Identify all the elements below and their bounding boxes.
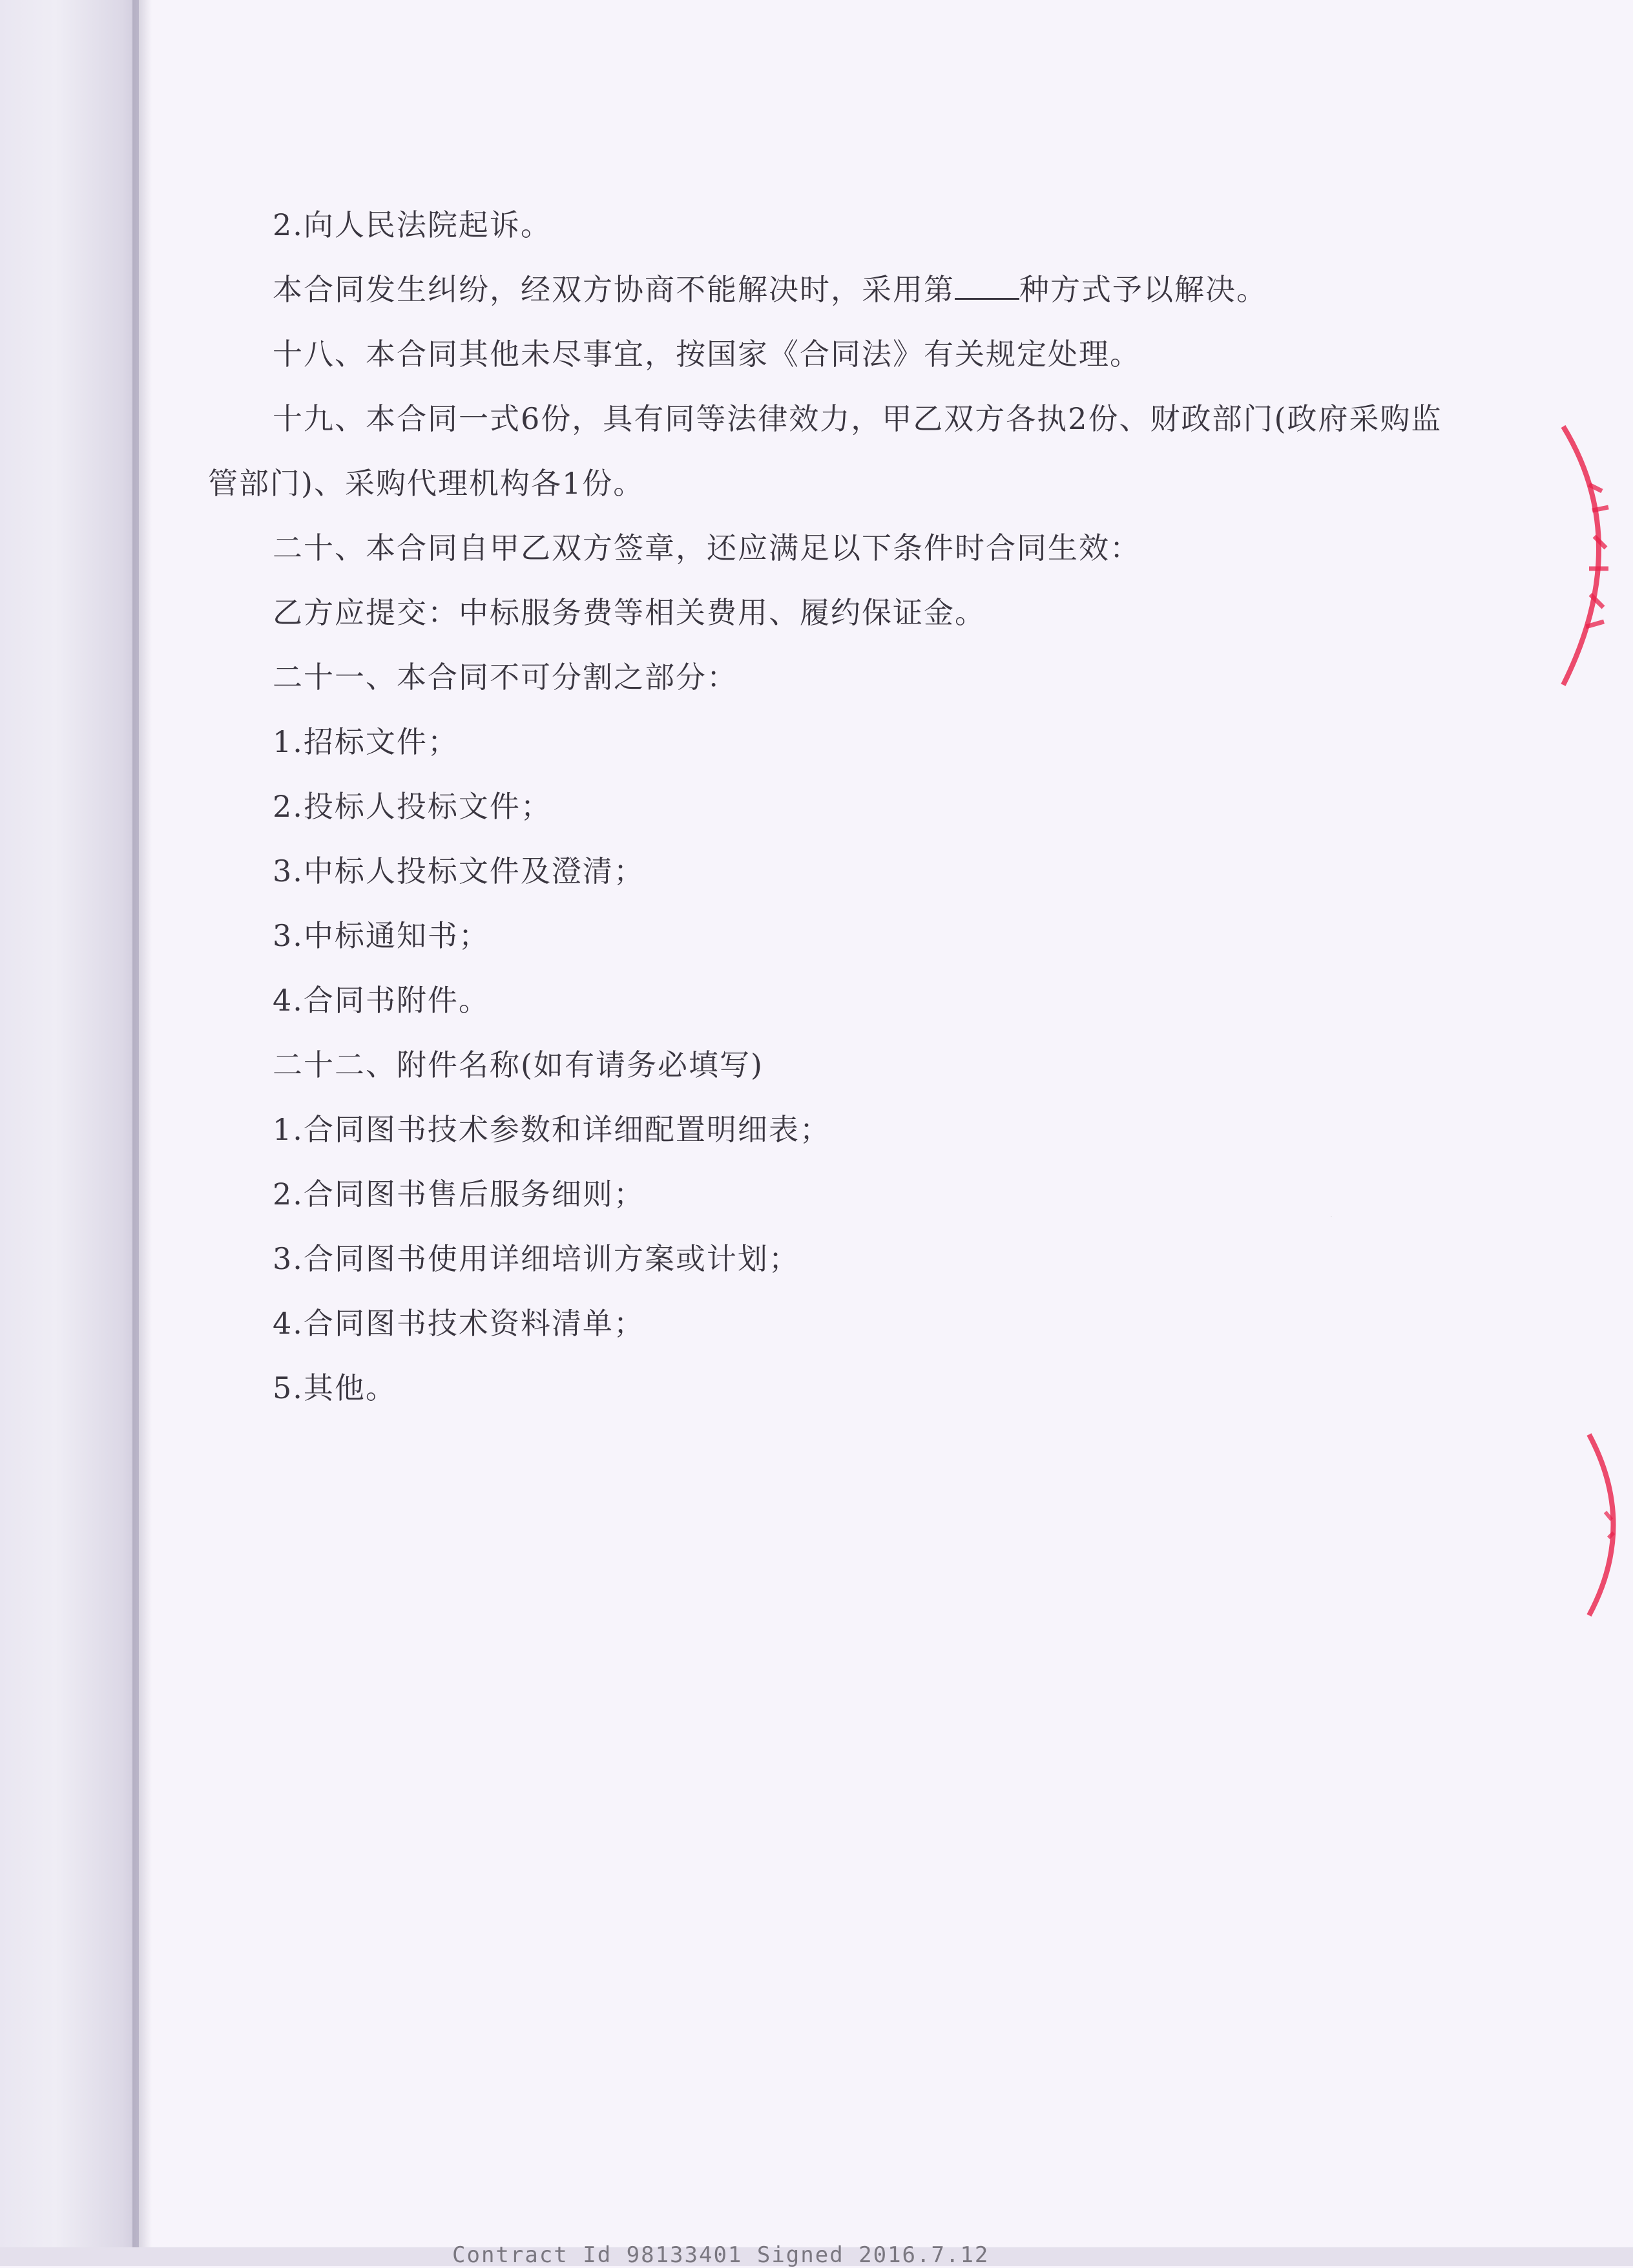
- text-line-7: 乙方应提交：中标服务费等相关费用、履约保证金。: [273, 595, 986, 630]
- text-line-6: 二十、本合同自甲乙双方签章，还应满足以下条件时合同生效：: [273, 530, 1141, 565]
- text-line-13: 4.合同书附件。: [273, 983, 490, 1018]
- text-line-1: 2.向人民法院起诉。: [273, 207, 552, 242]
- contract-page: [149, 0, 1633, 2249]
- red-seal-stamp-top: [1544, 414, 1633, 698]
- red-seal-stamp-bottom: [1576, 1428, 1633, 1622]
- text-line-12: 3.中标通知书；: [273, 918, 490, 953]
- text-line-9: 1.招标文件；: [273, 724, 459, 759]
- text-line-2-part-b: 种方式予以解决。: [1019, 272, 1267, 307]
- text-line-19: 5.其他。: [273, 1370, 397, 1405]
- text-line-5: 管部门)、采购代理机构各1份。: [208, 466, 645, 501]
- text-line-15: 1.合同图书技术参数和详细配置明细表；: [273, 1112, 831, 1147]
- text-line-8: 二十一、本合同不可分割之部分：: [273, 660, 738, 695]
- text-line-4: 十九、本合同一式6份，具有同等法律效力，甲乙双方各执2份、财政部门(政府采购监: [273, 401, 1442, 436]
- footer-ghost-text: Contract Id 98133401 Signed 2016.7.12: [452, 2242, 990, 2268]
- text-line-16: 2.合同图书售后服务细则；: [273, 1177, 645, 1212]
- scan-speck: ·: [1331, 1215, 1332, 1219]
- left-page-edge: [0, 0, 139, 2266]
- text-line-3: 十八、本合同其他未尽事宜，按国家《合同法》有关规定处理。: [273, 337, 1141, 372]
- text-line-2: [273, 270, 1267, 309]
- blank-field: [955, 276, 1019, 300]
- text-line-17: 3.合同图书使用详细培训方案或计划；: [273, 1241, 800, 1276]
- text-line-18: 4.合同图书技术资料清单；: [273, 1306, 645, 1341]
- text-line-11: 3.中标人投标文件及澄清；: [273, 854, 645, 888]
- text-line-10: 2.投标人投标文件；: [273, 789, 552, 824]
- text-line-14: 二十二、附件名称(如有请务必填写): [273, 1047, 764, 1082]
- text-line-2-part-a: 本合同发生纠纷，经双方协商不能解决时，采用第: [273, 272, 955, 307]
